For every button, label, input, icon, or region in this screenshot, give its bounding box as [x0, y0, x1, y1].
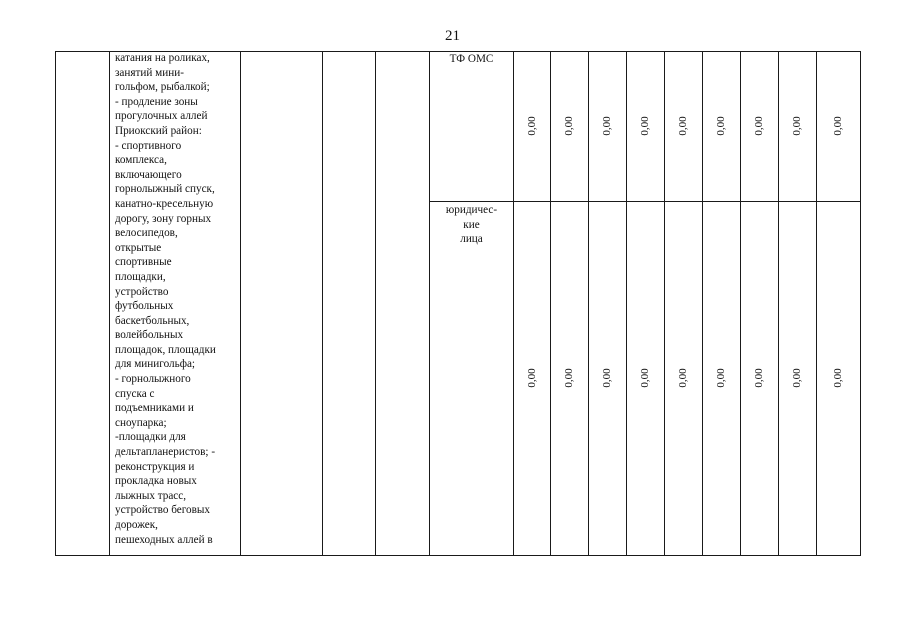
column-divider: [740, 51, 741, 555]
funding-source-cell: ТФ ОМС: [449, 53, 494, 65]
funding-source-cell: юридичес- кие лица: [445, 204, 498, 246]
column-divider: [550, 51, 551, 555]
row-divider: [429, 201, 861, 202]
column-divider: [513, 51, 514, 555]
column-divider: [429, 51, 430, 555]
column-divider: [322, 51, 323, 555]
measure-description: катания на роликах, занятий мини- гольфом, рыбалкой; - продление зоны прогулочных аллей Приокский район: - спортивного комплекса, включающего горнолыжный спуск, канатно-кресельную дорогу, зону горных велосипедов, открытые спортивные площадки, устройство футбольных баскетбольных, волейбольных площадок, площадки для минигольфа; - горнолыжного спуска с подъемниками и сноупарка; -площадки для дельтапланеристов; - реконструкция и прокладка новых лыжных трасс, устройство беговых дорожек, пешеходных аллей в: [115, 52, 216, 546]
column-divider: [375, 51, 376, 555]
table-border-bottom: [55, 555, 861, 556]
column-divider: [626, 51, 627, 555]
page-number: 21: [445, 28, 460, 44]
table-border-left: [55, 51, 56, 555]
column-divider: [778, 51, 779, 555]
column-divider: [816, 51, 817, 555]
table-border-right: [860, 51, 861, 555]
budget-table: катания на роликах, занятий мини- гольфом, рыбалкой; - продление зоны прогулочных аллей Приокский район: - спортивного комплекса, включающего горнолыжный спуск, канатно-кресельную дорогу, зону горных велосипедов, открытые спортивные площадки, устройство футбольных баскетбольных, волейбольных площадок, площадки для минигольфа; - горнолыжного спуска с подъемниками и сноупарка; -площадки для дельтапланеристов; - реконструкция и прокладка новых лыжных трасс, устройство беговых дорожек, пешеходных аллей в ТФ ОМС юридичес- кие лица 0,00 0,00 0,00 0,00 0,00 0,00 0,00 0,00 0,00 0,00 0,00 0,00 0,00 0,00 0,00 0,00 0,00 0,00: [0, 0, 905, 640]
column-divider: [702, 51, 703, 555]
column-divider: [664, 51, 665, 555]
column-divider: [588, 51, 589, 555]
column-divider: [109, 51, 110, 555]
column-divider: [240, 51, 241, 555]
